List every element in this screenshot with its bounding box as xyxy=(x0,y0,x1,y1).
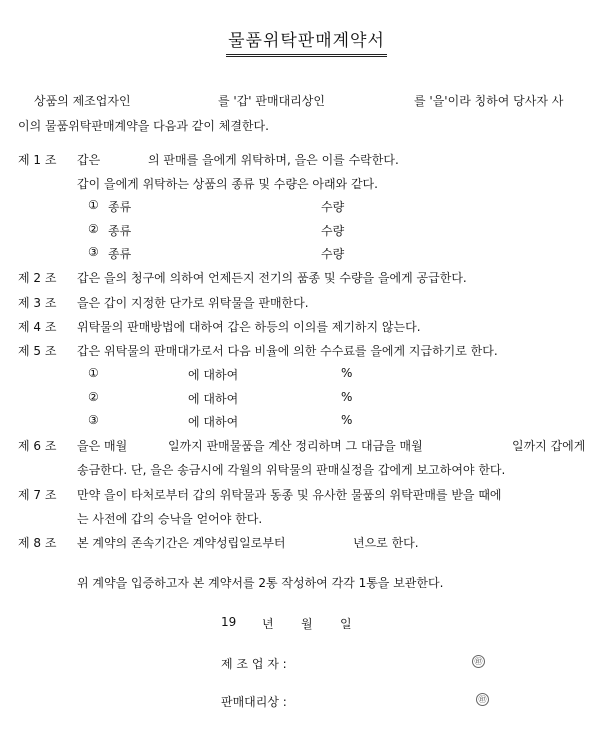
article-8-number: 제 8 조 xyxy=(18,536,57,550)
seal-icon: ㊞ xyxy=(476,693,489,706)
rate-3-about: 에 대하여 xyxy=(188,415,239,429)
article-2-number: 제 2 조 xyxy=(18,271,57,285)
item-2-kind: 종류 xyxy=(108,224,132,238)
rate-1-unit: % xyxy=(341,366,353,380)
title-text: 물품위탁판매계약서 xyxy=(226,26,387,57)
item-3-mark: ③ xyxy=(88,245,99,259)
article-1-number: 제 1 조 xyxy=(18,153,57,167)
signature-agent-label: 판매대리상 : xyxy=(221,695,287,709)
date-year: 19 xyxy=(221,615,237,629)
item-1-kind: 종류 xyxy=(108,200,132,214)
date-year-unit: 년 xyxy=(262,617,274,631)
rate-2-unit: % xyxy=(341,390,353,404)
intro-line-1 xyxy=(34,92,131,109)
intro-line-2: 이의 물품위탁판매계약을 다음과 같이 체결한다. xyxy=(18,119,269,133)
article-6-text-c: 일까지 갑에게 xyxy=(512,439,586,453)
rate-3-mark: ③ xyxy=(88,413,99,427)
article-8-text-post: 년으로 한다. xyxy=(353,536,419,550)
article-6-text-a: 을은 매월 xyxy=(77,439,128,453)
article-6-line-2: 송금한다. 단, 을은 송금시에 각월의 위탁물의 판매실정을 갑에게 보고하여야 한다. xyxy=(77,463,506,477)
article-5-number: 제 5 조 xyxy=(18,344,57,358)
article-3-number: 제 3 조 xyxy=(18,296,57,310)
article-5-text: 갑은 위탁물의 판매대가로서 다음 비율에 의한 수수료를 을에게 지급하기로 한다. xyxy=(77,344,498,358)
page-title xyxy=(0,26,613,57)
rate-1-about: 에 대하여 xyxy=(188,368,239,382)
date-day-unit: 일 xyxy=(340,617,352,631)
item-1-mark: ① xyxy=(88,198,99,212)
rate-2-about: 에 대하여 xyxy=(188,392,239,406)
date-month-unit: 월 xyxy=(301,617,313,631)
intro-part-3: 를 '을'이라 칭하여 당사자 사 xyxy=(414,94,564,108)
article-7-number: 제 7 조 xyxy=(18,488,57,502)
article-1-text-post: 의 판매를 을에게 위탁하며, 을은 이를 수락한다. xyxy=(148,153,399,167)
article-4-number: 제 4 조 xyxy=(18,320,57,334)
item-3-kind: 종류 xyxy=(108,247,132,261)
article-1-text-pre: 갑은 xyxy=(77,153,101,167)
rate-3-unit: % xyxy=(341,413,353,427)
article-7-line-2: 는 사전에 갑의 승낙을 얻어야 한다. xyxy=(77,512,263,526)
article-4-text: 위탁물의 판매방법에 대하여 갑은 하등의 이의를 제기하지 않는다. xyxy=(77,320,421,334)
rate-2-mark: ② xyxy=(88,390,99,404)
seal-icon: ㊞ xyxy=(472,655,485,668)
item-2-mark: ② xyxy=(88,222,99,236)
article-6-number: 제 6 조 xyxy=(18,439,57,453)
article-3-text: 을은 갑이 지정한 단가로 위탁물을 판매한다. xyxy=(77,296,309,310)
item-2-qty: 수량 xyxy=(321,224,345,238)
article-1-line-2: 갑이 을에게 위탁하는 상품의 종류 및 수량은 아래와 같다. xyxy=(77,177,378,191)
rate-1-mark: ① xyxy=(88,366,99,380)
intro-part-2: 를 '갑' 판매대리상인 xyxy=(218,94,325,108)
closing-sentence: 위 계약을 입증하고자 본 계약서를 2통 작성하여 각각 1통을 보관한다. xyxy=(77,576,444,590)
intro-part-1: 상품의 제조업자인 xyxy=(34,94,131,108)
article-2-text: 갑은 을의 청구에 의하여 언제든지 전기의 품종 및 수량을 을에게 공급한다. xyxy=(77,271,467,285)
article-7-line-1: 만약 을이 타처로부터 갑의 위탁물과 동종 및 유사한 물품의 위탁판매를 받을 때에 xyxy=(77,488,502,502)
article-8-text-pre: 본 계약의 존속기간은 계약성립일로부터 xyxy=(77,536,286,550)
item-1-qty: 수량 xyxy=(321,200,345,214)
signature-manufacturer-label: 제 조 업 자 : xyxy=(221,657,287,671)
item-3-qty: 수량 xyxy=(321,247,345,261)
article-6-text-b: 일까지 판매물품을 계산 정리하며 그 대금을 매월 xyxy=(168,439,423,453)
